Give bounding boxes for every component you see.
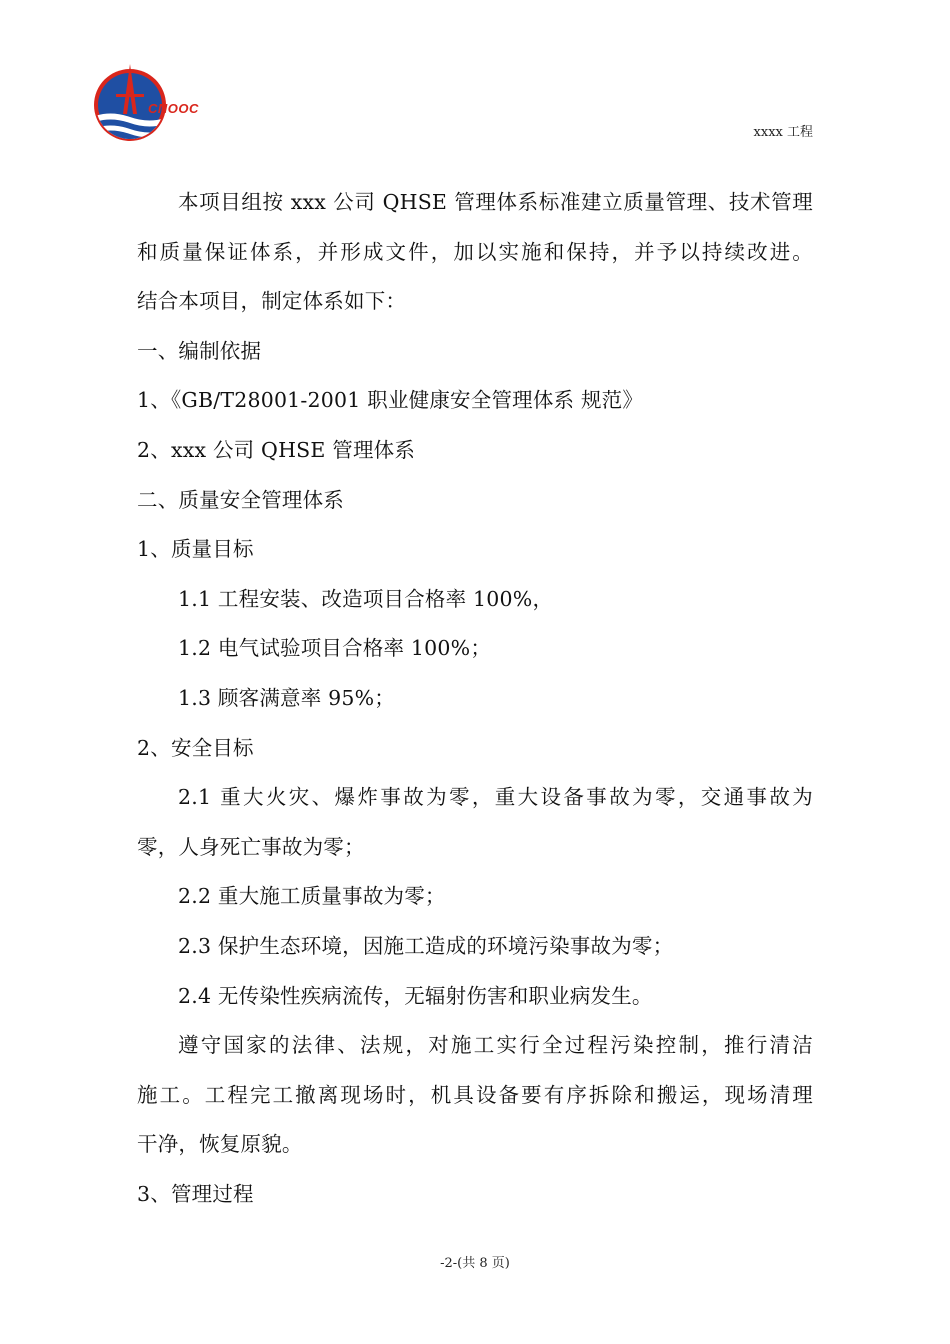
paragraph-line: 结合本项目，制定体系如下： xyxy=(137,289,407,314)
list-item: 1、《GB/T28001-2001 职业健康安全管理体系 规范》 xyxy=(137,388,644,413)
paragraph-line: 遵守国家的法律、法规，对施工实行全过程污染控制，推行清洁 xyxy=(178,1033,813,1058)
list-item-continued: 零，人身死亡事故为零； xyxy=(137,834,365,859)
logo-text: CNOOC xyxy=(148,101,199,116)
company-logo xyxy=(88,62,199,142)
subsection-heading: 1、质量目标 xyxy=(137,537,254,562)
paragraph-line: 和质量保证体系，并形成文件，加以实施和保持，并予以持续改进。 xyxy=(137,239,813,264)
header-project-title: xxxx 工程 xyxy=(753,125,813,140)
list-item: 2.4 无传染性疾病流传，无辐射伤害和职业病发生。 xyxy=(178,983,653,1008)
subsection-heading: 2、安全目标 xyxy=(137,735,254,760)
list-item: 1.3 顾客满意率 95%； xyxy=(178,685,395,710)
paragraph-line: 本项目组按 xxx 公司 QHSE 管理体系标准建立质量管理、技术管理 xyxy=(178,190,813,214)
section-heading: 二、质量安全管理体系 xyxy=(137,487,344,512)
list-item: 2.3 保护生态环境，因施工造成的环境污染事故为零； xyxy=(178,933,674,958)
paragraph-line: 干净，恢复原貌。 xyxy=(137,1132,303,1157)
list-item: 1.2 电气试验项目合格率 100%； xyxy=(178,636,492,661)
subsection-heading: 3、管理过程 xyxy=(137,1181,254,1206)
list-item: 2.1 重大火灾、爆炸事故为零，重大设备事故为零，交通事故为 xyxy=(178,785,813,810)
header-divider xyxy=(137,146,813,147)
page-number: -2-(共 8 页) xyxy=(440,1256,510,1271)
list-item: 2、xxx 公司 QHSE 管理体系 xyxy=(137,437,416,462)
document-body xyxy=(137,178,813,1219)
list-item: 2.2 重大施工质量事故为零； xyxy=(178,884,446,909)
list-item: 1.1 工程安装、改造项目合格率 100%， xyxy=(178,586,554,611)
paragraph-line: 施工。工程完工撤离现场时，机具设备要有序拆除和搬运，现场清理 xyxy=(137,1082,813,1107)
section-heading: 一、编制依据 xyxy=(137,338,262,363)
